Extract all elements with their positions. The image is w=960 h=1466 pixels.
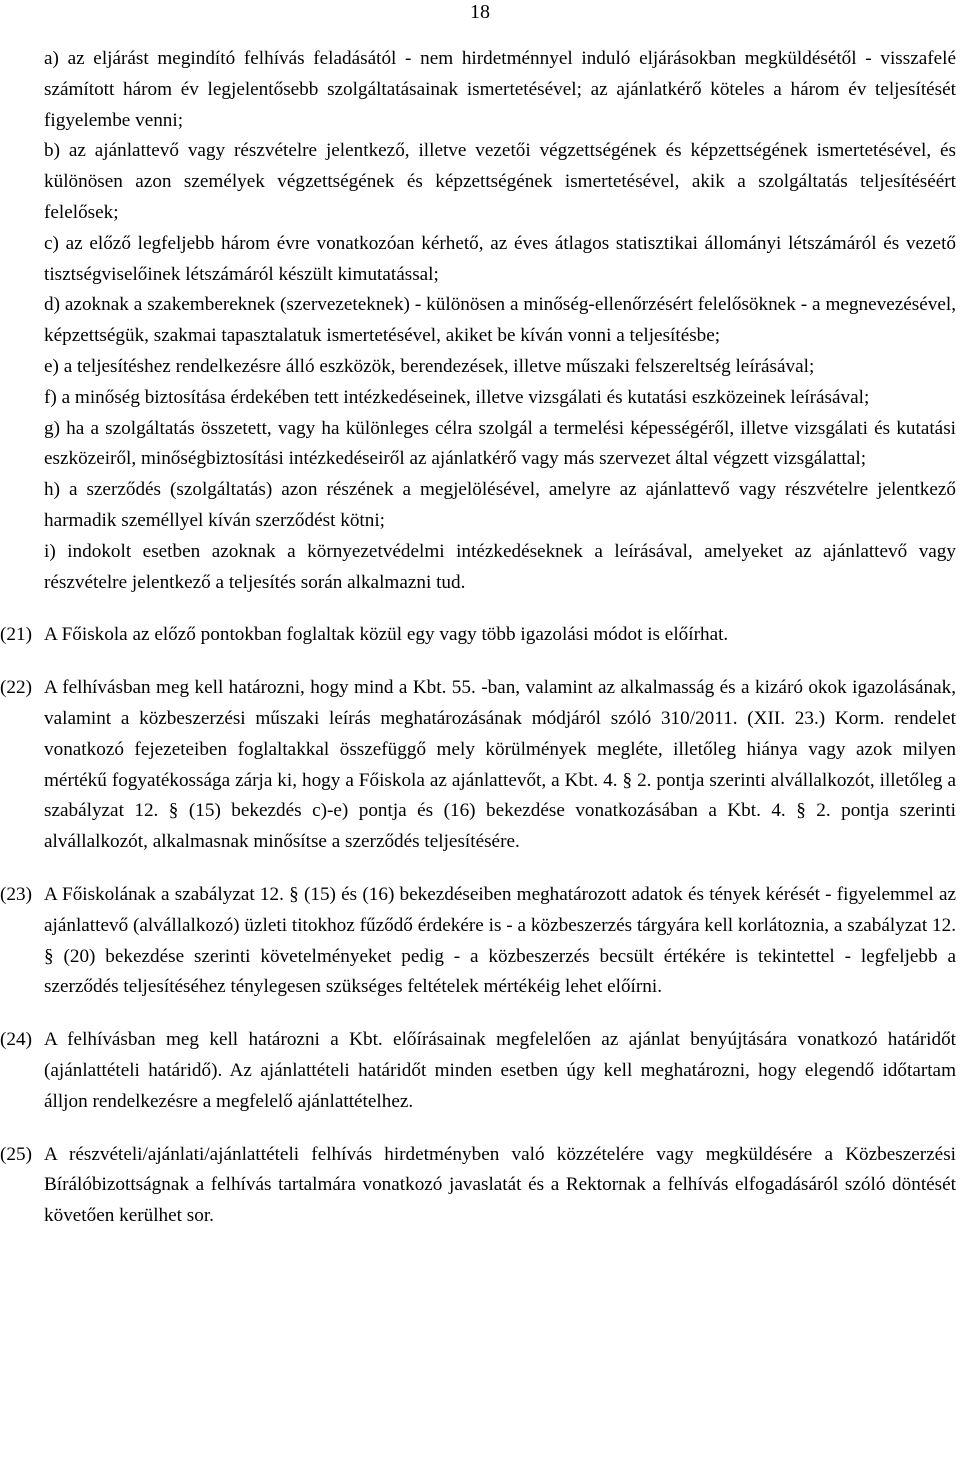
document-body (0, 44, 956, 1232)
paragraph-text: A felhívásban meg kell határozni a Kbt. előírásainak megfelelően az ajánlat benyújtására vonatkozó határidőt (ajánlattételi határidő). Az ajánlattételi határidőt minden esetben úgy kell meghatározni, hogy elegendő időtartam álljon rendelkezésre a megfelelő ajánlattételhez. (44, 1029, 956, 1112)
paragraph-number: (24) (0, 1029, 32, 1051)
list-item-e: e) a teljesítéshez rendelkezésre álló eszközök, berendezések, illetve műszaki felszereltség leírásával; (44, 355, 815, 377)
list-item-g: g) ha a szolgáltatás összetett, vagy ha különleges célra szolgál a termelési képességéről, illetve vizsgálati és kutatási eszközeiről, minőségbiztosítási intézkedéseiről az ajánlatkérő vagy más szervezet által végzett vizsgálattal; (44, 417, 956, 470)
paragraph-number: (22) (0, 677, 32, 699)
list-item-f: f) a minőség biztosítása érdekében tett intézkedéseinek, illetve vizsgálati és kutatási eszközeinek leírásával; (44, 386, 870, 408)
paragraph-text: A részvételi/ajánlati/ajánlattételi felhívás hirdetményben való közzételére vagy megküldésére a Közbeszerzési Bírálóbizottságnak a felhívás tartalmára vonatkozó javaslatát és a Rektornak a felhívás elfogadásáról szóló döntését követően kerülhet sor. (44, 1143, 956, 1227)
list-item-d: d) azoknak a szakembereknek (szervezeteknek) - különösen a minőség-ellenőrzésért felelősöknek - a megnevezésével, képzettségük, szakmai tapasztalatuk ismertetésével, akiket be kíván vonni a teljesítésbe; (44, 294, 956, 347)
numbered-paragraph-21 (0, 620, 956, 651)
paragraph-number: (23) (0, 883, 32, 905)
paragraph-number: (25) (0, 1143, 32, 1165)
lettered-list (44, 44, 956, 598)
list-item-b: b) az ajánlattevő vagy részvételre jelentkező, illetve vezetői végzettségének és képzettségének ismertetésével, és különösen azon személyek végzettségének és képzettségének ismertetésével, akik a szolgáltatás teljesítéséért felelősek; (44, 140, 956, 223)
page-number: 18 (470, 1, 490, 23)
list-item-c: c) az előző legfeljebb három évre vonatkozóan kérhető, az éves átlagos statisztikai állományi létszámáról és vezető tisztségviselőinek létszámáról készült kimutatással; (44, 232, 956, 285)
paragraph-text: A felhívásban meg kell határozni, hogy mind a Kbt. 55. -ban, valamint az alkalmasság és a kizáró okok igazolásának, valamint a közbeszerzési műszaki leírás meghatározásának módjáról szóló 310/2011. (XII. 23.) Korm. rendelet vonatkozó fejezeteiben foglaltakkal összefüggő mely körülmények megléte, illetőleg hiánya vagy azok milyen mértékű fogyatékossága zárja ki, hogy a Főiskola az ajánlattevőt, a Kbt. 4. § 2. pontja szerinti alvállalkozót, illetőleg a szabályzat 12. § (15) bekezdés c)-e) pontja és (16) bekezdése vonatkozásában a Kbt. 4. § 2. pontja szerinti alvállalkozót, alkalmasnak minősítse a szerződés teljesítésére. (44, 677, 956, 853)
paragraph-text: A Főiskolának a szabályzat 12. § (15) és (16) bekezdéseiben meghatározott adatok és tények kérését - figyelemmel az ajánlattevő (alvállalkozó) üzleti titokhoz fűződő érdekére is - a közbeszerzés tárgyára kell korlátoznia, a szabályzat 12. § (20) bekezdése szerinti követelményeket pedig - a közbeszerzés becsült értékére is tekintettel - legfeljebb a szerződés teljesítéséhez ténylegesen szükséges feltételek mértékéig lehet előírni. (44, 883, 956, 998)
paragraph-number: (21) (0, 624, 32, 646)
numbered-paragraph-22 (0, 673, 956, 858)
numbered-paragraph-25 (0, 1140, 956, 1232)
list-item-i: i) indokolt esetben azoknak a környezetvédelmi intézkedéseknek a leírásával, amelyeket az ajánlattevő vagy részvételre jelentkező a teljesítés során alkalmazni tud. (44, 540, 956, 593)
numbered-paragraph-23 (0, 880, 956, 1003)
list-item-h: h) a szerződés (szolgáltatás) azon részének a megjelölésével, amelyre az ajánlattevő vagy részvételre jelentkező harmadik személlyel kíván szerződést kötni; (44, 479, 956, 531)
numbered-paragraph-24 (0, 1025, 956, 1117)
list-item-a: a) az eljárást megindító felhívás feladásától - nem hirdetménnyel induló eljárásokban megküldésétől - visszafelé számított három év legjelentősebb szolgáltatásainak ismertetésével; az ajánlatkérő köteles a három év teljesítését figyelembe venni; (44, 48, 956, 131)
paragraph-text: A Főiskola az előző pontokban foglaltak közül egy vagy több igazolási módot is előírhat. (44, 624, 729, 646)
